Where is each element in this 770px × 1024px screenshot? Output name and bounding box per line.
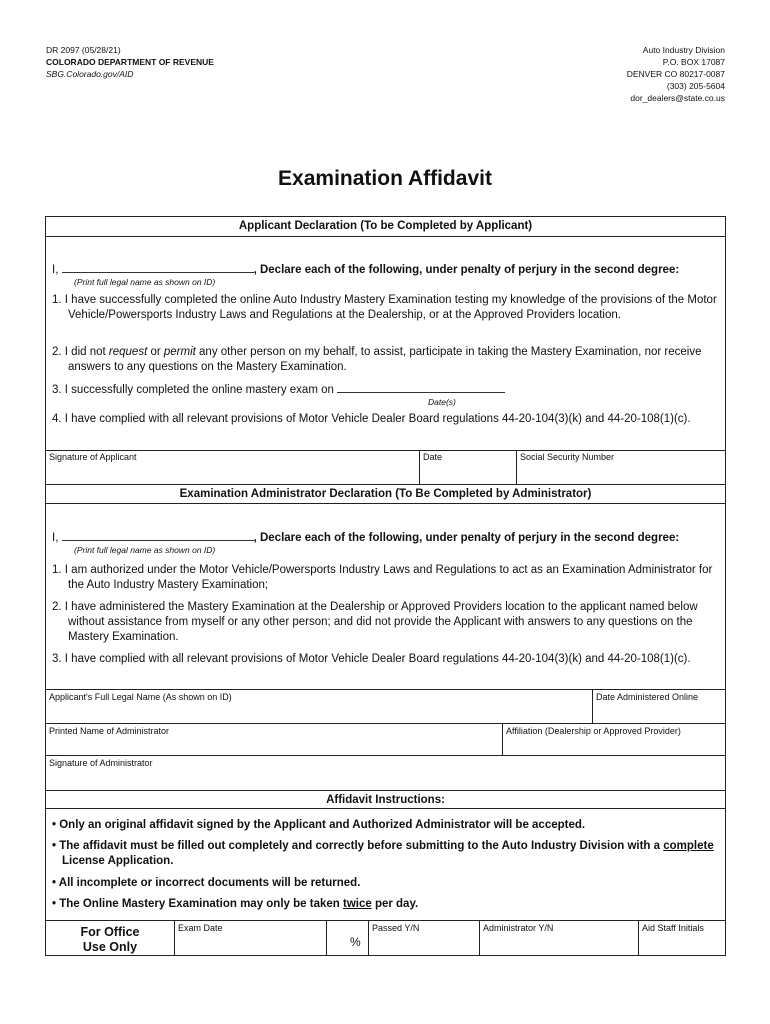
- applicant-item-2-or: or: [147, 346, 164, 358]
- form-id: DR 2097 (05/28/21): [46, 45, 121, 55]
- instruction-1: • Only an original affidavit signed by the Applicant and Authorized Administrator will be accepted.: [52, 819, 586, 831]
- applicant-i-label: I,: [52, 264, 59, 276]
- applicant-item-2-request: request: [108, 346, 148, 358]
- applicant-name-field[interactable]: [62, 262, 254, 273]
- department-name: COLORADO DEPARTMENT OF REVENUE: [46, 57, 214, 67]
- instruction-3: • All incomplete or incorrect documents will be returned.: [52, 877, 361, 889]
- city-zip: DENVER CO 80217-0087: [626, 69, 725, 79]
- administrator-name-hint: (Print full legal name as shown on ID): [74, 545, 216, 555]
- applicant-name-hint: (Print full legal name as shown on ID): [74, 277, 216, 287]
- administrator-i-label: I,: [52, 532, 59, 544]
- office-use-line-1: For Office: [80, 925, 140, 939]
- date-administered-label: Date Administered Online: [596, 692, 699, 702]
- affidavit-form: [45, 216, 726, 956]
- divider: [326, 921, 327, 956]
- administrator-declaration-line: [52, 530, 720, 546]
- applicant-item-4: 4. I have complied with all relevant provisions of Motor Vehicle Dealer Board regulations 44-20-104(3)(k) and 44-20-108(1)(c).: [52, 413, 691, 425]
- applicant-item-3-text: 3. I successfully completed the online mastery exam on: [52, 384, 334, 396]
- applicant-item-3: [52, 382, 722, 398]
- instruction-2-b: License Application.: [62, 855, 174, 867]
- aid-staff-initials-label: Aid Staff Initials: [642, 923, 704, 933]
- applicant-item-2: [52, 345, 722, 375]
- instruction-2-underline: complete: [663, 840, 714, 852]
- administrator-section-heading: Examination Administrator Declaration (To Be Completed by Administrator): [46, 485, 725, 504]
- phone-number: (303) 205-5604: [666, 81, 725, 91]
- header-left: [46, 44, 214, 80]
- instruction-4: [52, 897, 722, 912]
- applicant-item-1: 1. I have successfully completed the online Auto Industry Mastery Examination testing my knowledge of the provisions of the Motor Vehicle/Powersports Industry Laws and Regulations at the Dealership, or at the Approved Providers location.: [52, 294, 717, 321]
- applicant-section-heading: Applicant Declaration (To be Completed by Applicant): [46, 217, 725, 237]
- administrator-yn-label: Administrator Y/N: [483, 923, 554, 933]
- division-name: Auto Industry Division: [642, 45, 725, 55]
- percent-symbol: %: [350, 935, 361, 949]
- exam-date-hint: Date(s): [428, 397, 456, 407]
- header-right: [627, 44, 725, 104]
- ssn-label: Social Security Number: [520, 452, 615, 462]
- applicant-date-label: Date: [423, 452, 443, 462]
- exam-date-office-label: Exam Date: [178, 923, 223, 933]
- instructions-heading: Affidavit Instructions:: [46, 791, 725, 809]
- po-box: P.O. BOX 17087: [662, 57, 725, 67]
- passed-label: Passed Y/N: [372, 923, 420, 933]
- printed-name-label: Printed Name of Administrator: [49, 726, 170, 736]
- email-address[interactable]: dor_dealers@state.co.us: [630, 93, 725, 103]
- instruction-4-b: per day.: [371, 898, 419, 910]
- applicant-full-name-label: Applicant's Full Legal Name (As shown on ID): [49, 692, 232, 702]
- applicant-item-2-b: any other person on my behalf, to assist, participate in taking the Mastery Examination, nor receive answers to any questions on the Mastery Examination.: [68, 346, 702, 373]
- instruction-4-underline: twice: [342, 898, 372, 910]
- administrator-item-3: 3. I have complied with all relevant provisions of Motor Vehicle Dealer Board regulations 44-20-104(3)(k) and 44-20-108(1)(c).: [52, 653, 691, 665]
- applicant-item-2-a: 2. I did not: [52, 346, 109, 358]
- divider: [46, 450, 725, 451]
- administrator-item-1: 1. I am authorized under the Motor Vehicle/Powersports Industry Laws and Regulations to act as an Examination Administrator for the Auto Industry Mastery Examination;: [52, 564, 713, 591]
- page-title: Examination Affidavit: [278, 167, 492, 190]
- applicant-declaration-line: [52, 262, 720, 278]
- administrator-item-2: 2. I have administered the Mastery Examination at the Dealership or Approved Providers location to the applicant named below without assistance from myself or any other person; and did not provide the Applicant with answers to any questions on the Mastery Examination.: [52, 601, 698, 643]
- office-use-row: [46, 921, 725, 956]
- exam-date-field[interactable]: [337, 382, 505, 393]
- applicant-item-2-permit: permit: [163, 346, 196, 358]
- affiliation-label: Affiliation (Dealership or Approved Provider): [506, 726, 681, 736]
- instruction-2: [52, 839, 722, 869]
- website-link[interactable]: SBG.Colorado.gov/AID: [46, 69, 134, 79]
- office-use-label: [46, 921, 174, 955]
- applicant-declaration-text: , Declare each of the following, under penalty of perjury in the second degree:: [253, 264, 680, 276]
- administrator-declaration-text: , Declare each of the following, under penalty of perjury in the second degree:: [253, 532, 680, 544]
- instruction-2-a: • The affidavit must be filled out completely and correctly before submitting to the Auto Industry Division with a: [52, 840, 664, 852]
- office-use-line-2: Use Only: [82, 940, 138, 954]
- instruction-4-a: • The Online Mastery Examination may only be taken: [52, 898, 343, 910]
- applicant-signature-label: Signature of Applicant: [49, 452, 137, 462]
- administrator-name-field[interactable]: [62, 530, 254, 541]
- administrator-signature-label: Signature of Administrator: [49, 758, 153, 768]
